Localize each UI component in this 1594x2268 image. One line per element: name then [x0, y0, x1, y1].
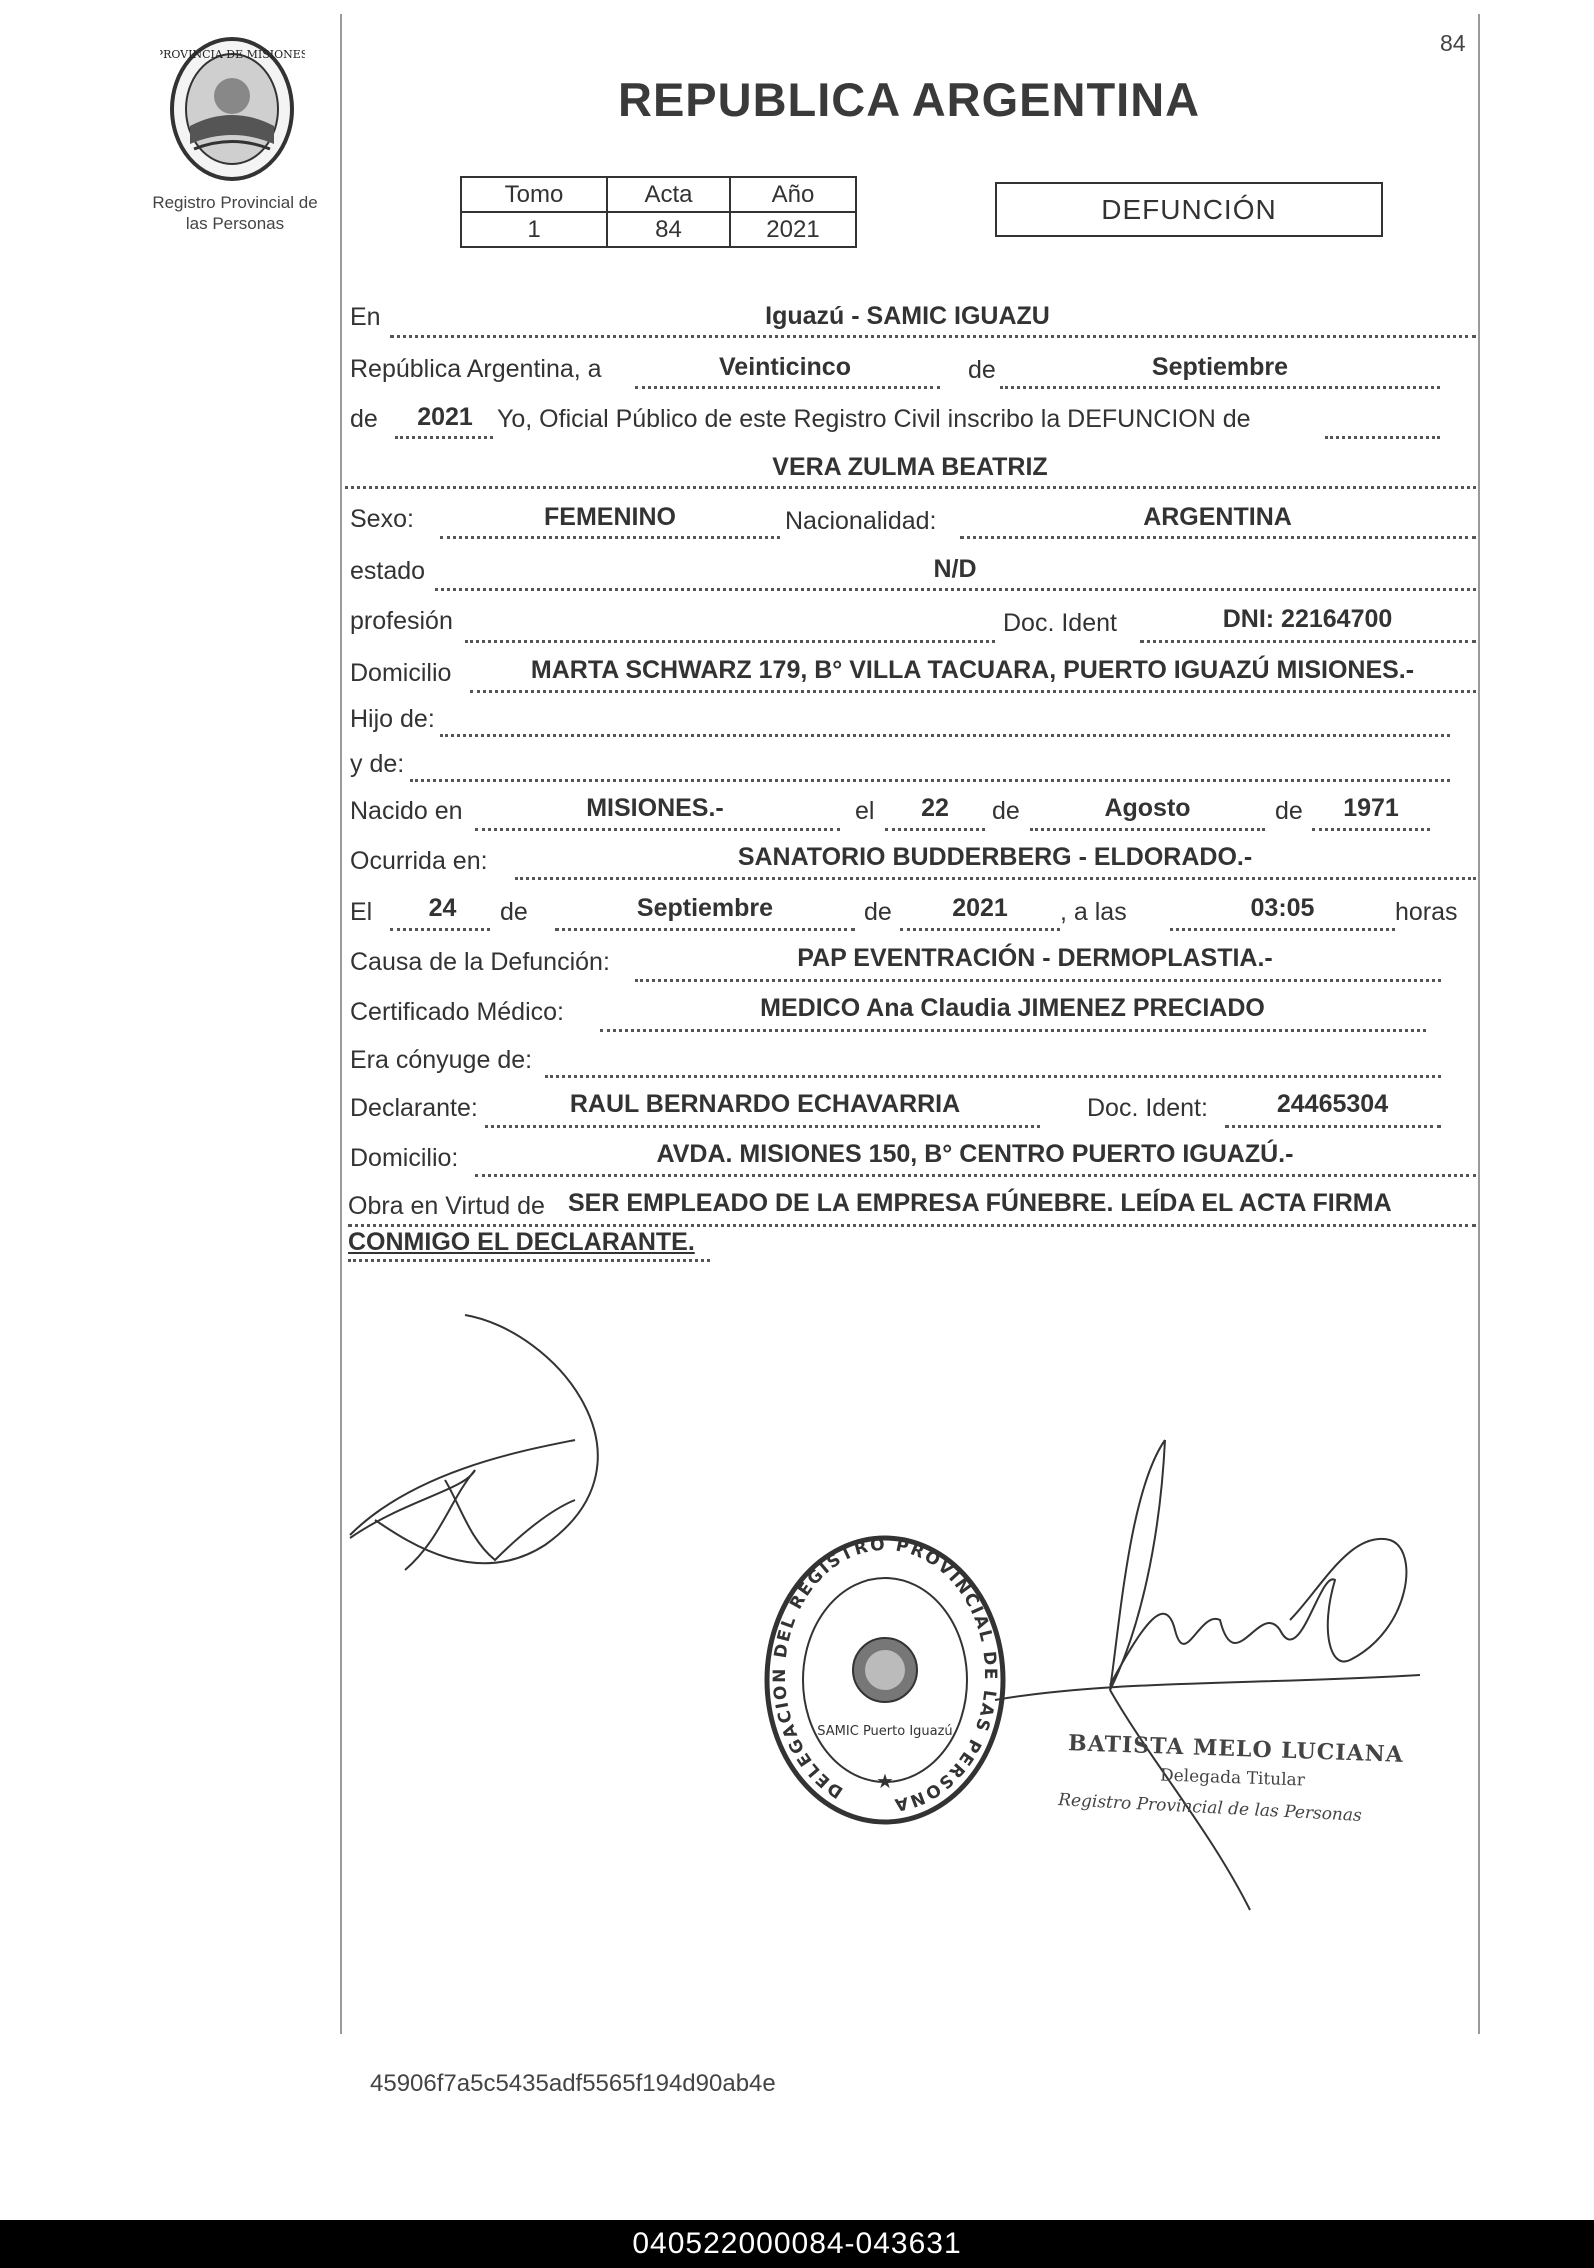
conyuge-line	[545, 1075, 1441, 1078]
hijo-label: Hijo de:	[350, 705, 435, 733]
el-label: el	[855, 797, 875, 825]
certificado-line	[600, 1029, 1426, 1032]
death-day: 24	[428, 894, 457, 922]
ocurrida-value: SANATORIO BUDDERBERG - ELDORADO.-	[737, 843, 1253, 871]
certificado-value: MEDICO Ana Claudia JIMENEZ PRECIADO	[760, 994, 1265, 1022]
domicilio-label: Domicilio	[350, 659, 452, 687]
ocurrida-label: Ocurrida en:	[350, 847, 488, 875]
document-title: REPUBLICA ARGENTINA	[618, 73, 1201, 126]
obra-line-2	[348, 1259, 710, 1262]
alas-label: , a las	[1060, 898, 1127, 926]
official-signature	[990, 1430, 1430, 1930]
doc-ident-label: Doc. Ident	[1003, 609, 1117, 637]
profesion-line	[465, 640, 995, 643]
de-label-1: de	[968, 356, 996, 384]
domicilio2-value: AVDA. MISIONES 150, B° CENTRO PUERTO IGUAZÚ.-	[656, 1140, 1294, 1168]
sexo-value: FEMENINO	[544, 503, 676, 531]
ano-value: 2021	[730, 212, 856, 247]
declarante-label: Declarante:	[350, 1094, 478, 1122]
birth-day: 22	[921, 794, 949, 822]
de-label-6: de	[864, 898, 892, 926]
logo-text: PROVINCIA DE MISIONES	[160, 48, 305, 61]
death-month: Septiembre	[636, 894, 774, 922]
estado-line	[435, 588, 1476, 591]
left-margin-line	[340, 14, 342, 2034]
birth-month-line	[1030, 828, 1265, 831]
causa-label: Causa de la Defunción:	[350, 948, 610, 976]
profesion-label: profesión	[350, 607, 453, 635]
ocurrida-line	[515, 877, 1476, 880]
declarante-line	[485, 1125, 1040, 1128]
death-year: 2021	[952, 894, 1008, 922]
year-line	[395, 436, 493, 439]
name-line	[345, 486, 1476, 489]
doc-ident-line	[1140, 640, 1476, 643]
month-value: Septiembre	[1151, 353, 1289, 381]
death-year-line	[900, 928, 1060, 931]
day-value: Veinticinco	[719, 353, 851, 381]
sexo-line	[440, 536, 780, 539]
document-hash: 45906f7a5c5435adf5565f194d90ab4e	[370, 2070, 776, 2097]
en-value: Iguazú - SAMIC IGUAZU	[765, 302, 1050, 330]
province-logo	[160, 34, 305, 184]
deceased-name: VERA ZULMA BEATRIZ	[772, 453, 1048, 481]
birth-year-line	[1312, 828, 1430, 831]
official-name: BATISTA MELO LUCIANA	[1067, 1730, 1405, 1768]
domicilio2-label: Domicilio:	[350, 1144, 459, 1172]
nacido-value: MISIONES.-	[586, 794, 724, 822]
de-label-3: de	[992, 797, 1020, 825]
year-value: 2021	[417, 403, 473, 431]
doc-ident-value: DNI: 22164700	[1222, 605, 1393, 633]
nacionalidad-line	[960, 536, 1476, 539]
de-label-5: de	[500, 898, 528, 926]
official-stamp	[760, 1530, 1010, 1830]
horas-label: horas	[1395, 898, 1458, 926]
inscription-line	[1325, 436, 1440, 439]
death-time: 03:05	[1250, 894, 1315, 922]
act-type-box: DEFUNCIÓN	[995, 182, 1383, 237]
death-time-line	[1170, 928, 1395, 931]
nacido-line	[475, 828, 840, 831]
death-month-line	[555, 928, 855, 931]
stamp-ring-text: DELEGACION DEL REGISTRO PROVINCIAL DE LAS PERSONA	[770, 1534, 1001, 1815]
republica-label: República Argentina, a	[350, 355, 602, 383]
declarante-value: RAUL BERNARDO ECHAVARRIA	[569, 1090, 961, 1118]
yde-label: y de:	[350, 750, 405, 778]
ano-header: Año	[730, 177, 856, 212]
nacionalidad-value: ARGENTINA	[1143, 503, 1292, 531]
causa-value: PAP EVENTRACIÓN - DERMOPLASTIA.-	[797, 944, 1273, 972]
sexo-label: Sexo:	[350, 505, 414, 533]
official-role: Delegada Titular	[1159, 1765, 1306, 1791]
obra-line-1	[348, 1224, 1476, 1227]
de-label-4: de	[1275, 797, 1303, 825]
day-line	[635, 386, 940, 389]
doc-ident2-line	[1225, 1125, 1441, 1128]
star-icon: ★	[876, 1771, 894, 1793]
birth-year: 1971	[1343, 794, 1399, 822]
page-number: 84	[1440, 30, 1466, 56]
registry-caption-line2: las Personas	[185, 214, 285, 233]
domicilio2-line	[475, 1174, 1476, 1177]
doc-ident2-value: 24465304	[1276, 1090, 1389, 1118]
certificado-label: Certificado Médico:	[350, 998, 564, 1026]
obra-value-line2: CONMIGO EL DECLARANTE.	[348, 1228, 695, 1256]
declarant-signature	[345, 1300, 645, 1580]
month-line	[1000, 386, 1440, 389]
en-line	[390, 335, 1476, 338]
de-label-2: de	[350, 405, 378, 433]
obra-value-line1: SER EMPLEADO DE LA EMPRESA FÚNEBRE. LEÍDA EL ACTA FIRMA	[568, 1189, 1392, 1217]
domicilio-line	[470, 690, 1476, 693]
death-day-line	[390, 928, 490, 931]
right-margin-line	[1478, 14, 1480, 2034]
obra-label: Obra en Virtud de	[348, 1192, 545, 1220]
stamp-inner-text: SAMIC Puerto Iguazú	[817, 1724, 953, 1739]
barcode-number-bar: 040522000084-043631	[0, 2220, 1594, 2268]
causa-line	[635, 979, 1441, 982]
registry-caption	[130, 192, 340, 234]
yde-line	[410, 779, 1450, 782]
official-office: Registro Provincial de las Personas	[1057, 1790, 1363, 1826]
birth-month: Agosto	[1104, 794, 1191, 822]
en-label: En	[350, 303, 381, 331]
conyuge-label: Era cónyuge de:	[350, 1046, 533, 1074]
acta-value: 84	[607, 212, 730, 247]
el-label-2: El	[350, 898, 373, 926]
estado-label: estado	[350, 557, 426, 585]
tomo-header: Tomo	[461, 177, 607, 212]
nacido-label: Nacido en	[350, 797, 463, 825]
domicilio-value: MARTA SCHWARZ 179, B° VILLA TACUARA, PUERTO IGUAZÚ MISIONES.-	[530, 656, 1415, 684]
registry-caption-line1: Registro Provincial de	[152, 193, 318, 212]
doc-ident2-label: Doc. Ident:	[1087, 1094, 1208, 1122]
tomo-value: 1	[461, 212, 607, 247]
register-table	[460, 176, 857, 248]
hijo-line	[440, 734, 1450, 737]
nacionalidad-label: Nacionalidad:	[785, 507, 937, 535]
estado-value: N/D	[933, 555, 977, 583]
birth-day-line	[885, 828, 985, 831]
acta-header: Acta	[607, 177, 730, 212]
inscription-text: Yo, Oficial Público de este Registro Civil inscribo la DEFUNCION de	[497, 405, 1251, 433]
